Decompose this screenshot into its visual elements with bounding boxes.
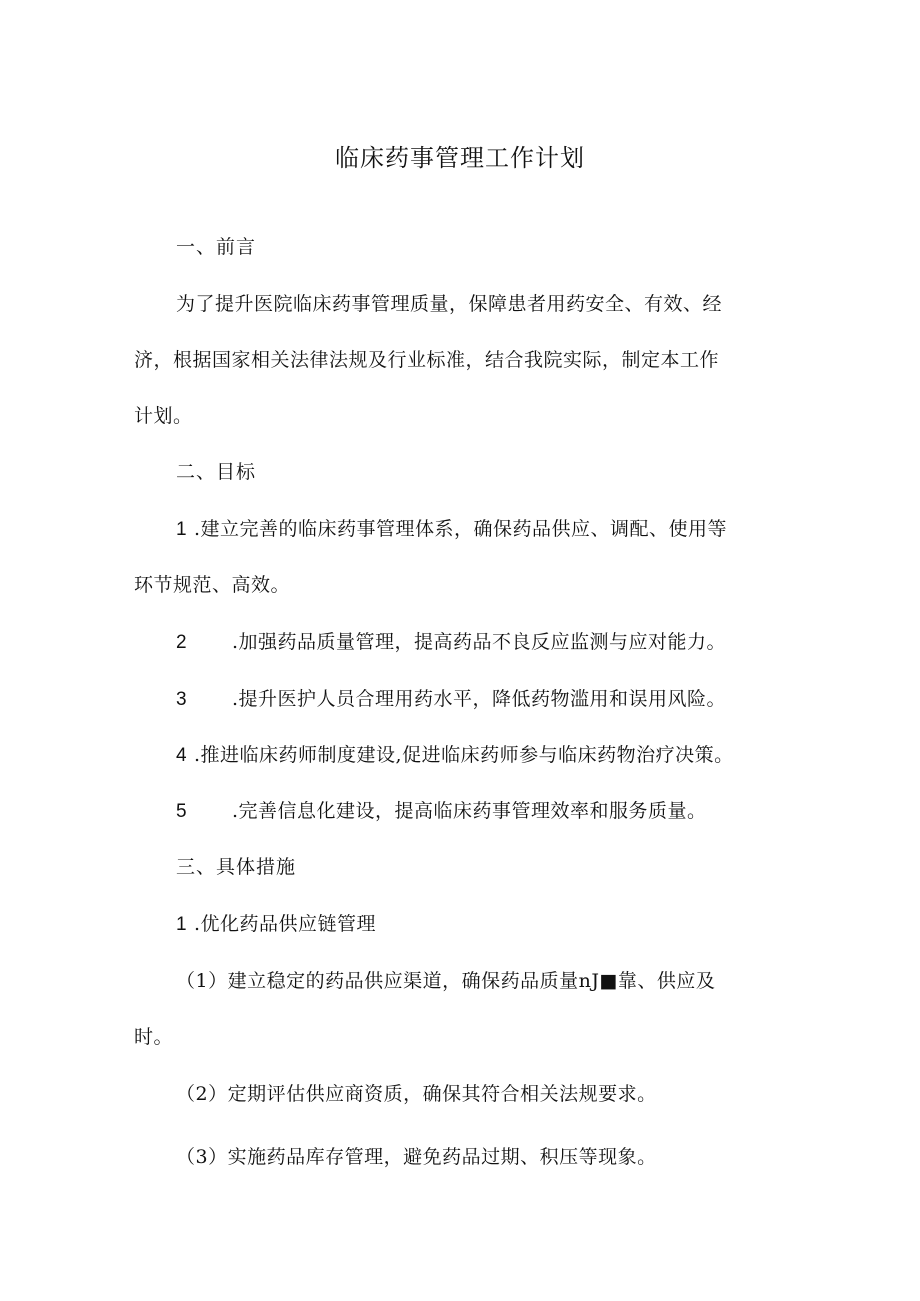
subsection-title: .优化药品供应链管理: [194, 913, 377, 935]
goal-text: .建立完善的临床药事管理体系，确保药品供应、调配、使用等: [194, 518, 728, 540]
measure-text: 实施药品库存管理，避免药品过期、积压等现象。: [227, 1146, 657, 1168]
goal-item-1-continuation: 环节规范、高效。: [134, 574, 291, 596]
paragraph-line: 为了提升医院临床药事管理质量，保障患者用药安全、有效、经: [176, 293, 723, 315]
goal-number: 3: [176, 689, 188, 710]
section-heading-measures: 三、具体措施: [176, 856, 297, 878]
goal-item-3: [176, 684, 726, 715]
measure-item-3: [176, 1142, 657, 1172]
goal-text: .提升医护人员合理用药水平，降低药物滥用和误用风险。: [232, 688, 727, 710]
section-heading-preface: 一、前言: [176, 236, 257, 258]
measure-text: 建立稳定的药品供应渠道，确保药品质量nJ■靠、供应及: [227, 970, 716, 992]
section-heading-goals: 二、目标: [176, 461, 257, 483]
paragraph-line: 济，根据国家相关法律法规及行业标准，结合我院实际，制定本工作: [134, 349, 720, 371]
measure-label: （3）: [176, 1146, 228, 1168]
measure-item-1: [176, 966, 715, 996]
measure-text: 定期评估供应商资质，确保其符合相关法规要求。: [227, 1083, 657, 1105]
subsection-number: 1: [176, 914, 188, 935]
goal-number: 4: [176, 745, 188, 766]
page-title: 临床药事管理工作计划: [335, 144, 585, 172]
goal-item-4: [176, 740, 734, 771]
measure-item-2: [176, 1079, 657, 1109]
measure-item-1-continuation: 时。: [134, 1026, 174, 1048]
paragraph-line: 计划。: [134, 405, 193, 427]
goal-number: 2: [176, 632, 188, 653]
goal-number: 5: [176, 801, 188, 822]
goal-item-2: [176, 627, 726, 658]
goal-text: .加强药品质量管理，提高药品不良反应监测与应对能力。: [232, 631, 727, 653]
measure-label: （1）: [176, 970, 228, 992]
goal-number: 1: [176, 519, 188, 540]
goal-item-5: [176, 796, 707, 827]
goal-text: .推进临床药师制度建设,促进临床药师参与临床药物治疗决策。: [194, 744, 734, 766]
goal-text: .完善信息化建设，提高临床药事管理效率和服务质量。: [232, 800, 707, 822]
subsection-heading: [176, 909, 376, 940]
goal-item-1: [176, 514, 727, 545]
measure-label: （2）: [176, 1083, 228, 1105]
